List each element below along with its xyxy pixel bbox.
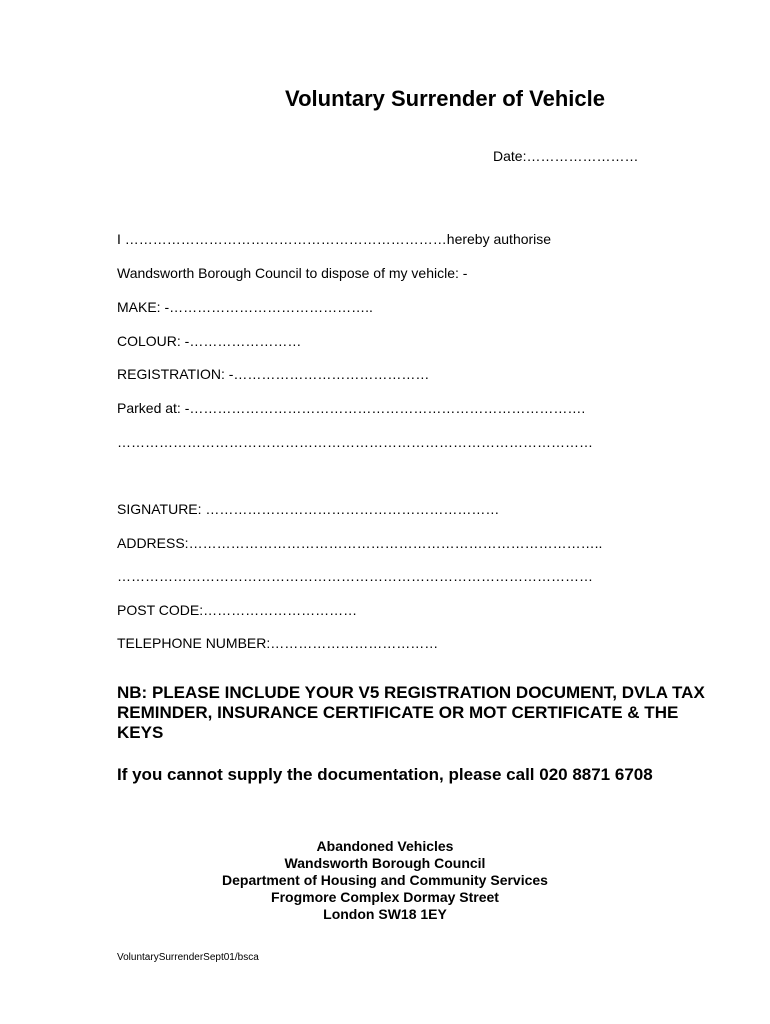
signature-field: SIGNATURE: ……………………………………………………… xyxy=(117,501,500,517)
registration-field: REGISTRATION: -…………………………………… xyxy=(117,366,430,382)
nb-notice: NB: PLEASE INCLUDE YOUR V5 REGISTRATION DOCUMENT, DVLA TAX REMINDER, INSURANCE CERTIFICATE OR MOT CERTIFICATE & THE KEYS xyxy=(117,683,705,742)
call-notice: If you cannot supply the documentation, please call 020 8871 6708 xyxy=(117,765,653,784)
address-line-council: Wandsworth Borough Council xyxy=(284,855,486,871)
authorise-field: I ……………………………………………………………hereby authorise xyxy=(117,231,552,247)
telephone-field: TELEPHONE NUMBER:……………………………… xyxy=(117,635,439,651)
colour-field: COLOUR: -…………………… xyxy=(117,333,302,349)
address-field: ADDRESS:…………………………………………………………………………….. xyxy=(117,535,603,551)
address-line-department: Department of Housing and Community Services xyxy=(222,872,548,888)
address-line-department-name: Abandoned Vehicles xyxy=(316,838,454,854)
parked-at-field: Parked at: -…………………………………………………………………………. xyxy=(117,400,586,416)
address-line-street: Frogmore Complex Dormay Street xyxy=(271,889,499,905)
council-address-block xyxy=(0,838,770,923)
document-reference: VoluntarySurrenderSept01/bsca xyxy=(117,952,259,963)
address-continuation: ………………………………………………………………………………………… xyxy=(117,568,593,584)
date-field: Date:…………………… xyxy=(493,148,639,164)
make-field: MAKE: -…………………………………….. xyxy=(117,299,373,315)
document-title: Voluntary Surrender of Vehicle xyxy=(285,86,605,111)
parked-at-continuation: ………………………………………………………………………………………… xyxy=(117,434,593,450)
council-statement: Wandsworth Borough Council to dispose of my vehicle: - xyxy=(117,265,468,281)
address-line-city-postcode: London SW18 1EY xyxy=(323,906,447,922)
postcode-field: POST CODE:…………………………… xyxy=(117,602,358,618)
